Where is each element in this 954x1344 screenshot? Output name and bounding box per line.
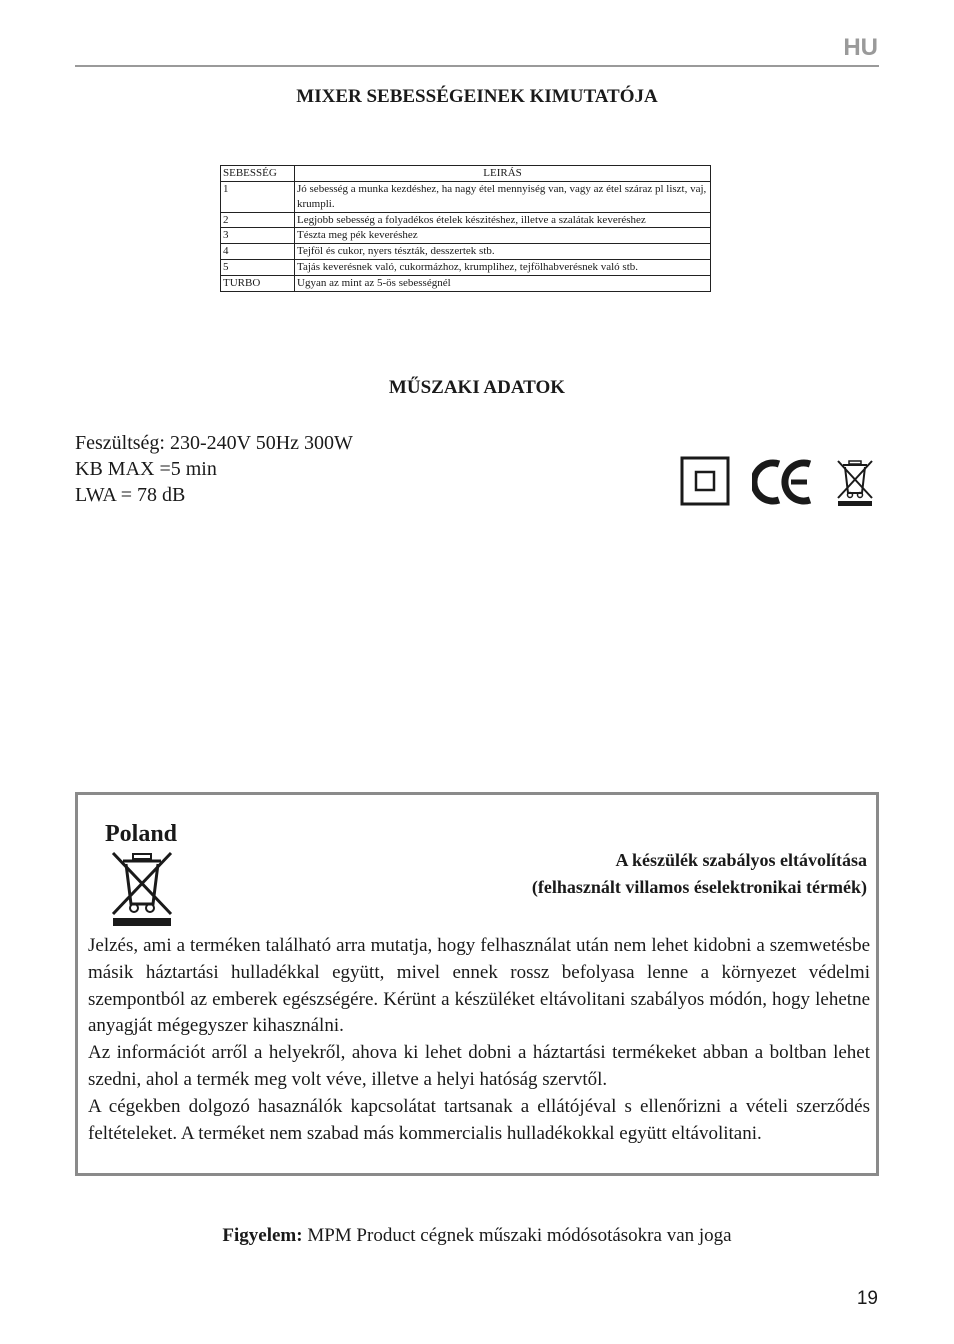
description-cell: Legjobb sebesség a folyadékos ételek készitéshez, illetve a szalátak keveréshez bbox=[295, 212, 711, 228]
class-ii-double-insulation-icon bbox=[680, 456, 730, 506]
speed-cell: 4 bbox=[221, 244, 295, 260]
disposal-title bbox=[532, 847, 867, 901]
speed-cell: 2 bbox=[221, 212, 295, 228]
description-cell: Tészta meg pék keveréshez bbox=[295, 228, 711, 244]
weee-crossed-bin-icon bbox=[111, 850, 173, 926]
language-code: HU bbox=[843, 34, 878, 61]
table-header-row bbox=[221, 166, 711, 182]
speeds-heading: MIXER SEBESSÉGEINEK KIMUTATÓJA bbox=[296, 86, 658, 107]
spec-noise-level: LWA = 78 dB bbox=[75, 484, 186, 506]
column-header-description: LEIRÁS bbox=[295, 166, 711, 182]
spec-operation-time: KB MAX =5 min bbox=[75, 458, 217, 480]
tech-specs bbox=[75, 430, 353, 508]
speed-cell: TURBO bbox=[221, 275, 295, 291]
disposal-notice-box bbox=[75, 792, 879, 1176]
table-row bbox=[221, 244, 711, 260]
table-row bbox=[221, 212, 711, 228]
page-number: 19 bbox=[856, 1288, 878, 1309]
footer-note bbox=[0, 1225, 954, 1247]
disposal-body bbox=[88, 933, 870, 1147]
table-row bbox=[221, 228, 711, 244]
country-label: Poland bbox=[105, 821, 178, 847]
description-cell: Ugyan az mint az 5-ös sebességnél bbox=[295, 275, 711, 291]
footer-text: MPM Product cégnek műszaki módósotásokra van joga bbox=[302, 1225, 732, 1246]
speeds-table bbox=[220, 165, 711, 292]
footer-label: Figyelem: bbox=[222, 1225, 303, 1246]
disposal-title-line2: (felhasznált villamos éselektronikai térmék) bbox=[531, 877, 867, 897]
column-header-speed: SEBESSÉG bbox=[221, 166, 295, 182]
spec-voltage: Feszültség: 230-240V 50Hz 300W bbox=[75, 432, 353, 454]
description-cell: Tejföl és cukor, nyers tészták, desszertek stb. bbox=[295, 244, 711, 260]
disposal-paragraph: Jelzés, ami a terméken található arra mutatja, hogy felhasználat után nem lehet kidobni a szemwetésbe másik háztartási hulladékkal együtt, mivel ennek rossz befolyasa lenne a környezet védelmi szempontból az emberek egészségére. Kérünt a készüléket eltávolitani szabályos módón, hogy lehetne anyagját mégegyszer kihasználni. bbox=[88, 935, 870, 1037]
ce-mark-icon bbox=[752, 458, 816, 506]
header-rule bbox=[75, 65, 879, 67]
description-cell: Tajás keverésnek való, cukormázhoz, krumplihez, tejfölhabverésnek való stb. bbox=[295, 260, 711, 276]
speed-cell: 1 bbox=[221, 181, 295, 212]
table-row bbox=[221, 260, 711, 276]
tech-data-heading: MŰSZAKI ADATOK bbox=[388, 377, 566, 398]
weee-crossed-bin-icon bbox=[836, 458, 874, 506]
table-row bbox=[221, 181, 711, 212]
speed-cell: 3 bbox=[221, 228, 295, 244]
table-row bbox=[221, 275, 711, 291]
disposal-paragraph: Az információt arről a helyekről, ahova ki lehet dobni a háztartási termékeket abban a boltban lehet szedni, ahol a termék meg volt véve, illetve a helyi hatóság szervtől. bbox=[88, 1042, 870, 1090]
disposal-title-line1: A készülék szabályos eltávolítása bbox=[615, 850, 867, 870]
disposal-paragraph: A cégekben dolgozó hasaználók kapcsolátat tartsanak a ellátójéval s ellenőrizni a vételi szerződés feltételeket. A terméket nem szabad más kommercialis hulladékokkal együtt eltávolitani. bbox=[88, 1095, 870, 1144]
description-cell: Jó sebesség a munka kezdéshez, ha nagy étel mennyiség van, vagy az étel száraz pl liszt, vaj, krumpli. bbox=[295, 181, 711, 212]
speed-cell: 5 bbox=[221, 260, 295, 276]
